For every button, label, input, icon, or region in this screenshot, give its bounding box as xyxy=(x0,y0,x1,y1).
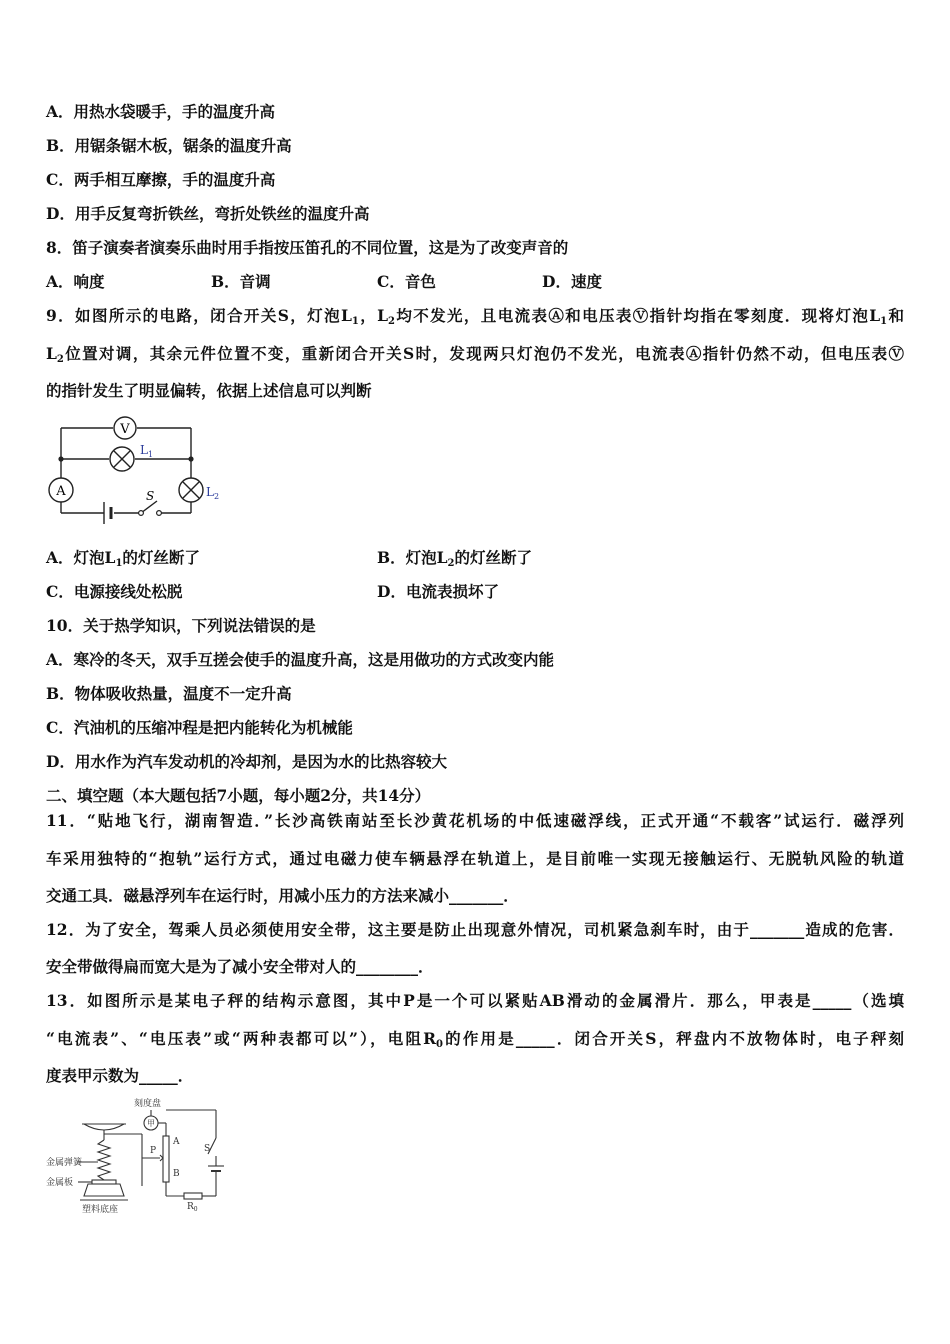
q7-option-a: A．用热水袋暖手，手的温度升高 xyxy=(46,102,276,121)
voltmeter-label: V xyxy=(120,422,130,437)
q10-option-b: B．物体吸收热量，温度不一定升高 xyxy=(46,684,292,703)
q9-option-d: D．电流表损坏了 xyxy=(377,582,499,601)
q10-option-d: D．用水作为汽车发动机的冷却剂，是因为水的比热容较大 xyxy=(46,752,447,771)
q11-line3: 交通工具．磁悬浮列车在运行时，用减小压力的方法来减小_______． xyxy=(46,886,519,905)
slider-p-label: P xyxy=(150,1146,157,1156)
q8-option-c: C．音色 xyxy=(377,272,436,291)
q9-option-c: C．电源接线处松脱 xyxy=(46,582,183,601)
q11-line1: 11．“贴地飞行，湖南智造．”长沙高铁南站至长沙黄花机场的中低速磁浮线，正式开通“不载客”试运行．磁浮列 xyxy=(46,811,904,830)
q12-line1: 12．为了安全，驾乘人员必须使用安全带，这主要是防止出现意外情况，司机紧急刹车时，由于_______造成的危害． xyxy=(46,920,904,939)
q13-line2: “电流表”、“电压表”或“两种表都可以”），电阻$R_0$的作用是_____．闭合开关S，秤盘内不放物体时，电子秤刻 xyxy=(46,1029,904,1050)
section-2-heading: 二、填空题（本大题包括7小题，每小题2分，共14分） xyxy=(46,786,431,805)
lamp1-label: $L_1$ xyxy=(140,443,154,459)
q8-stem: 8．笛子演奏者演奏乐曲时用手指按压笛孔的不同位置，这是为了改变声音的 xyxy=(46,238,569,257)
q11-line2: 车采用独特的“抱轨”运行方式，通过电磁力使车辆悬浮在轨道上，是目前唯一实现无接触运行、无脱轨风险的轨道 xyxy=(46,849,904,868)
meter-jia-label: 甲 xyxy=(147,1119,155,1128)
dial-label: 刻度盘 xyxy=(134,1099,162,1109)
q13-scale-diagram xyxy=(44,1096,234,1218)
switch-s-label: S xyxy=(204,1144,211,1154)
q7-option-b: B．用锯条锯木板，锯条的温度升高 xyxy=(46,136,292,155)
q10-option-c: C．汽油机的压缩冲程是把内能转化为机械能 xyxy=(46,718,353,737)
q9-stem-line2: $L_2$位置对调，其余元件位置不变，重新闭合开关S时，发现两只灯泡仍不发光，电流表Ⓐ指针仍然不动，但电压表Ⓥ xyxy=(46,344,904,365)
base-label: 塑料底座 xyxy=(82,1205,119,1215)
ammeter-label: A xyxy=(56,484,66,499)
q12-line2: 安全带做得扁而宽大是为了减小安全带对人的________． xyxy=(46,957,434,976)
q9-stem-line1: 9．如图所示的电路，闭合开关S，灯泡$L_1$，$L_2$均不发光，且电流表Ⓐ和电压表Ⓥ指针均指在零刻度．现将灯泡$L_1$和 xyxy=(46,306,904,327)
resistor-r0-label: $R_0$ xyxy=(187,1202,198,1213)
q8-option-b: B．音调 xyxy=(211,272,271,291)
q9-option-b: B．灯泡$L_2$的灯丝断了 xyxy=(377,548,532,569)
spring-label: 金属弹簧 xyxy=(46,1158,83,1168)
q13-line3: 度表甲示数为_____． xyxy=(46,1066,194,1085)
point-a-label: A xyxy=(173,1137,180,1147)
q7-option-d: D．用手反复弯折铁丝，弯折处铁丝的温度升高 xyxy=(46,204,370,223)
lamp2-label: $L_2$ xyxy=(206,485,220,501)
q7-option-c: C．两手相互摩擦，手的温度升高 xyxy=(46,170,276,189)
q9-stem-line3: 的指针发生了明显偏转，依据上述信息可以判断 xyxy=(46,381,372,400)
switch-label: S xyxy=(146,489,155,503)
point-b-label: B xyxy=(173,1169,180,1179)
q13-line1: 13．如图所示是某电子秤的结构示意图，其中P是一个可以紧贴AB滑动的金属滑片．那么，甲表是_____（选填 xyxy=(46,991,904,1010)
q10-stem: 10．关于热学知识，下列说法错误的是 xyxy=(46,616,316,635)
q9-circuit-diagram xyxy=(40,412,240,532)
plate-label: 金属板 xyxy=(46,1178,74,1188)
q8-option-d: D．速度 xyxy=(542,272,602,291)
q10-option-a: A．寒冷的冬天，双手互搓会使手的温度升高，这是用做功的方式改变内能 xyxy=(46,650,555,669)
q9-option-a: A．灯泡$L_1$的灯丝断了 xyxy=(46,548,200,569)
q8-option-a: A．响度 xyxy=(46,272,105,291)
